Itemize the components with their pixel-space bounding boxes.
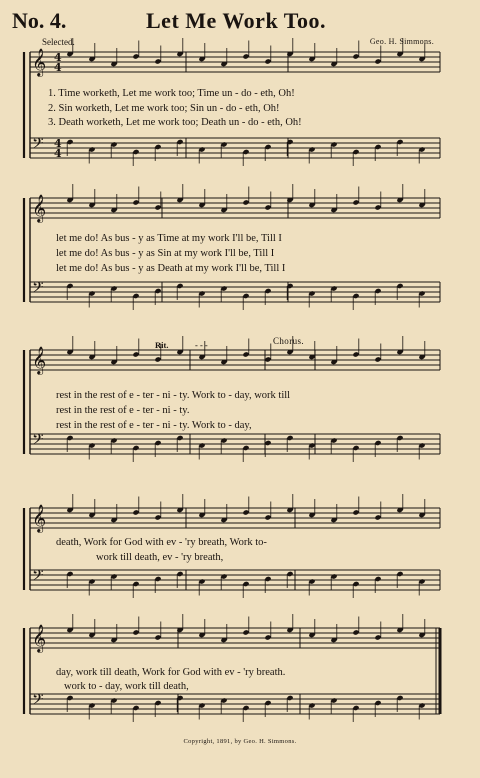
lyric-line: day, work till death, Work for God with ev - 'ry breath. xyxy=(56,667,286,678)
lyric-line: work to - day, work till death, xyxy=(64,681,189,692)
time-signature-icon: 4 xyxy=(54,51,62,64)
lyric-line: let me do! As bus - y as Death at my work I'll be, Till I xyxy=(56,263,286,274)
lyric-line: let me do! As bus - y as Sin at my work I'll be, Till I xyxy=(56,248,275,259)
lyric-line: rest in the rest of e - ter - ni - ty. Work to - day, work till xyxy=(56,390,291,401)
time-signature-icon: 4 xyxy=(54,147,62,160)
lyric-line: work till death, ev - 'ry breath, xyxy=(96,552,224,563)
source-credit: Selected. xyxy=(42,37,75,47)
time-signature-icon: 4 xyxy=(54,61,62,74)
bass-clef-icon: 𝄢 xyxy=(32,431,44,452)
time-signature-icon: 4 xyxy=(54,137,62,150)
treble-clef-icon: 𝄞 xyxy=(32,504,47,532)
chorus-label: Chorus. xyxy=(273,336,305,346)
bass-clef-icon: 𝄢 xyxy=(32,567,44,588)
lyric-line: let me do! As bus - y as Time at my work I'll be, Till I xyxy=(56,233,282,244)
ritardando-mark: Rit. xyxy=(155,340,169,350)
copyright-notice: Copyright, 1891, by Geo. H. Simmons. xyxy=(183,738,297,745)
bass-clef-icon: 𝄢 xyxy=(32,135,44,156)
bass-clef-icon: 𝄢 xyxy=(32,691,44,712)
treble-clef-icon: 𝄞 xyxy=(32,624,47,652)
ritardando-dashes: - - - xyxy=(195,340,208,350)
bass-clef-icon: 𝄢 xyxy=(32,279,44,300)
lyric-line: rest in the rest of e - ter - ni - ty. Work to - day, xyxy=(56,420,252,431)
composer-credit: Geo. H. Simmons. xyxy=(369,37,434,46)
lyric-line: rest in the rest of e - ter - ni - ty. xyxy=(56,405,190,416)
lyric-line: 1. Time worketh, Let me work too; Time un - do - eth, Oh! xyxy=(48,88,295,99)
treble-clef-icon: 𝄞 xyxy=(32,48,47,76)
treble-clef-icon: 𝄞 xyxy=(32,194,47,222)
lyric-line: 3. Death worketh, Let me work too; Death un - do - eth, Oh! xyxy=(48,117,302,128)
lyric-line: death, Work for God with ev - 'ry breath, Work to- xyxy=(56,537,267,548)
hymn-title: Let Me Work Too. xyxy=(146,8,326,33)
hymn-number: No. 4. xyxy=(12,8,67,33)
lyric-line: 2. Sin worketh, Let me work too; Sin un - do - eth, Oh! xyxy=(48,103,280,114)
treble-clef-icon: 𝄞 xyxy=(32,346,47,374)
